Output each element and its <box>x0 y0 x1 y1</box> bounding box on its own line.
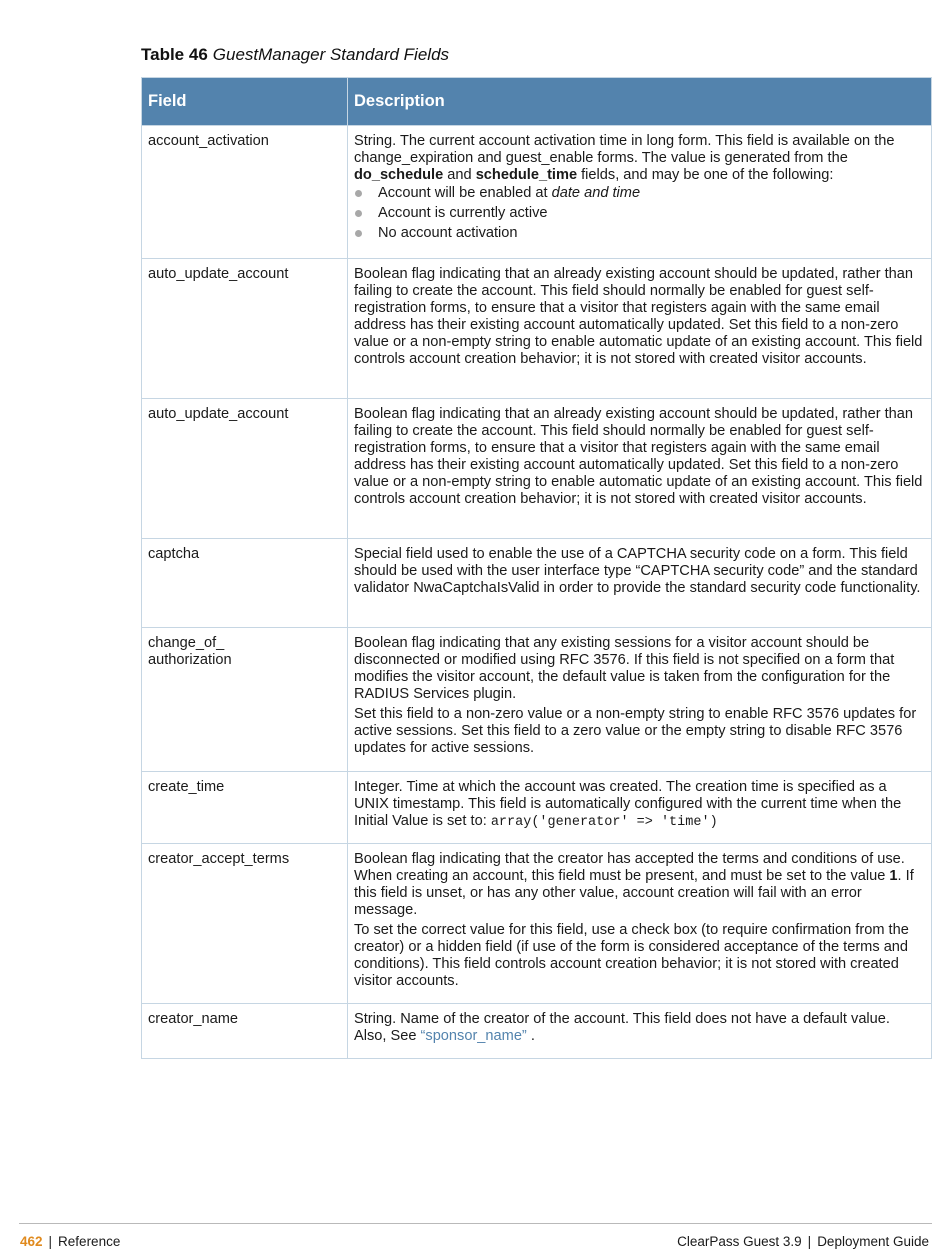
description-text: String. The current account activation time in long form. This field is available on the change_expiration and guest_enable forms. The value is generated from the <box>354 133 895 166</box>
field-name-cell: creator_name <box>142 1004 348 1059</box>
footer-divider <box>19 1223 932 1224</box>
value-bold: 1 <box>889 868 898 884</box>
description-cell <box>348 628 932 772</box>
fields-table <box>141 77 932 1059</box>
sponsor-name-link[interactable]: “sponsor_name” <box>420 1028 527 1044</box>
field-name-cell: creator_accept_terms <box>142 844 348 1004</box>
bullet-item <box>354 205 925 222</box>
description-text: Integer. Time at which the account was created. The creation time is specified as a UNIX timestamp. This field is automatically configured with the current time when the Initial Value is set to: <box>354 779 902 829</box>
description-text: . <box>526 1028 535 1044</box>
table-caption <box>141 45 449 65</box>
description-text: Boolean flag indicating that an already existing account should be updated, rather than failing to create the account. This field should normally be enabled for guest self-registration forms, to ensure that a visitor that registers again with the same email address has their existing account automatically updated. Set this field to a non-zero value or a non-empty string to enable automatic update of an existing account. This field controls account creation behavior; it is not stored with created visitor accounts. <box>354 266 923 367</box>
section-name: Reference <box>58 1234 121 1249</box>
bullet-text: Account will be enabled at <box>378 185 552 201</box>
code-snippet: array('generator' => 'time') <box>490 815 718 830</box>
description-cell <box>348 399 932 539</box>
bullet-item <box>354 225 925 242</box>
field-ref-bold: do_schedule <box>354 167 444 183</box>
description-cell <box>348 844 932 1004</box>
footer-separator: | <box>807 1234 812 1249</box>
description-cell <box>348 259 932 399</box>
table-row <box>142 126 932 259</box>
bullet-text: Account is currently active <box>378 205 548 221</box>
bullet-item <box>354 185 925 202</box>
bullet-text: No account activation <box>378 225 518 241</box>
table-row <box>142 399 932 539</box>
description-paragraph: To set the correct value for this field, use a check box (to require confirmation from the creator) or a hidden field (if use of the form is considered acceptance of the terms and conditions). This field controls account creation behavior; it is not stored with created visitor accounts. <box>354 922 909 989</box>
footer-left <box>20 1234 120 1249</box>
description-text: Boolean flag indicating that an already existing account should be updated, rather than failing to create the account. This field should normally be enabled for guest self-registration forms, to ensure that a visitor that registers again with the same email address has their existing account automatically updated. Set this field to a non-zero value or a non-empty string to enable automatic update of an existing account. This field controls account creation behavior; it is not stored with created visitor accounts. <box>354 406 923 507</box>
footer-right <box>677 1234 929 1249</box>
bullet-list <box>354 185 925 242</box>
bullet-icon <box>355 210 362 217</box>
table-row <box>142 772 932 844</box>
table-title: GuestManager Standard Fields <box>212 45 450 64</box>
table-row <box>142 259 932 399</box>
description-text: Special field used to enable the use of a CAPTCHA security code on a form. This field should be used with the user interface type “CAPTCHA security code” and the standard validator NwaCaptchaIsValid in order to provide the standard security code functionality. <box>354 546 921 596</box>
description-paragraph: Set this field to a non-zero value or a non-empty string to enable RFC 3576 updates for active sessions. Set this field to a zero value or the empty string to disable RFC 3576 updates for active sessions. <box>354 706 917 756</box>
field-name-cell: create_time <box>142 772 348 844</box>
field-name-cell: auto_update_account <box>142 399 348 539</box>
page-number: 462 <box>20 1234 43 1249</box>
table-row <box>142 539 932 628</box>
description-cell <box>348 772 932 844</box>
field-name-cell: captcha <box>142 539 348 628</box>
description-cell <box>348 126 932 259</box>
description-paragraph: Boolean flag indicating that any existing sessions for a visitor account should be disconnected or modified using RFC 3576. If this field is not specified on a form that modifies the visitor account, the default value is taken from the configuration for the RADIUS Services plugin. <box>354 635 895 702</box>
description-cell <box>348 539 932 628</box>
footer-separator: | <box>48 1234 53 1249</box>
bullet-text-italic: date and time <box>551 185 641 201</box>
bullet-icon <box>355 230 362 237</box>
description-text: fields, and may be one of the following: <box>577 167 834 183</box>
table-row <box>142 628 932 772</box>
guide-name: Deployment Guide <box>817 1234 929 1249</box>
description-text: String. Name of the creator of the account. This field does not have a default value. Also, See <box>354 1011 890 1044</box>
description-text: . If this field is unset, or has any other value, account creation will fail with an error message. <box>354 868 914 918</box>
product-name: ClearPass Guest 3.9 <box>677 1234 802 1249</box>
field-name-cell: account_activation <box>142 126 348 259</box>
description-cell <box>348 1004 932 1059</box>
field-name-part: authorization <box>148 652 232 668</box>
description-text: Boolean flag indicating that the creator has accepted the terms and conditions of use. When creating an account, this field must be present, and must be set to the value <box>354 851 905 884</box>
field-name-part: change_of_ <box>148 635 225 651</box>
table-row <box>142 1004 932 1059</box>
table-header-row <box>142 78 932 126</box>
field-name-cell: auto_update_account <box>142 259 348 399</box>
description-text: and <box>443 167 476 183</box>
table-row <box>142 844 932 1004</box>
field-name-cell <box>142 628 348 772</box>
column-header-description: Description <box>348 78 932 126</box>
bullet-icon <box>355 190 362 197</box>
field-ref-bold: schedule_time <box>475 167 578 183</box>
table-number: Table 46 <box>141 45 208 64</box>
column-header-field: Field <box>142 78 348 126</box>
